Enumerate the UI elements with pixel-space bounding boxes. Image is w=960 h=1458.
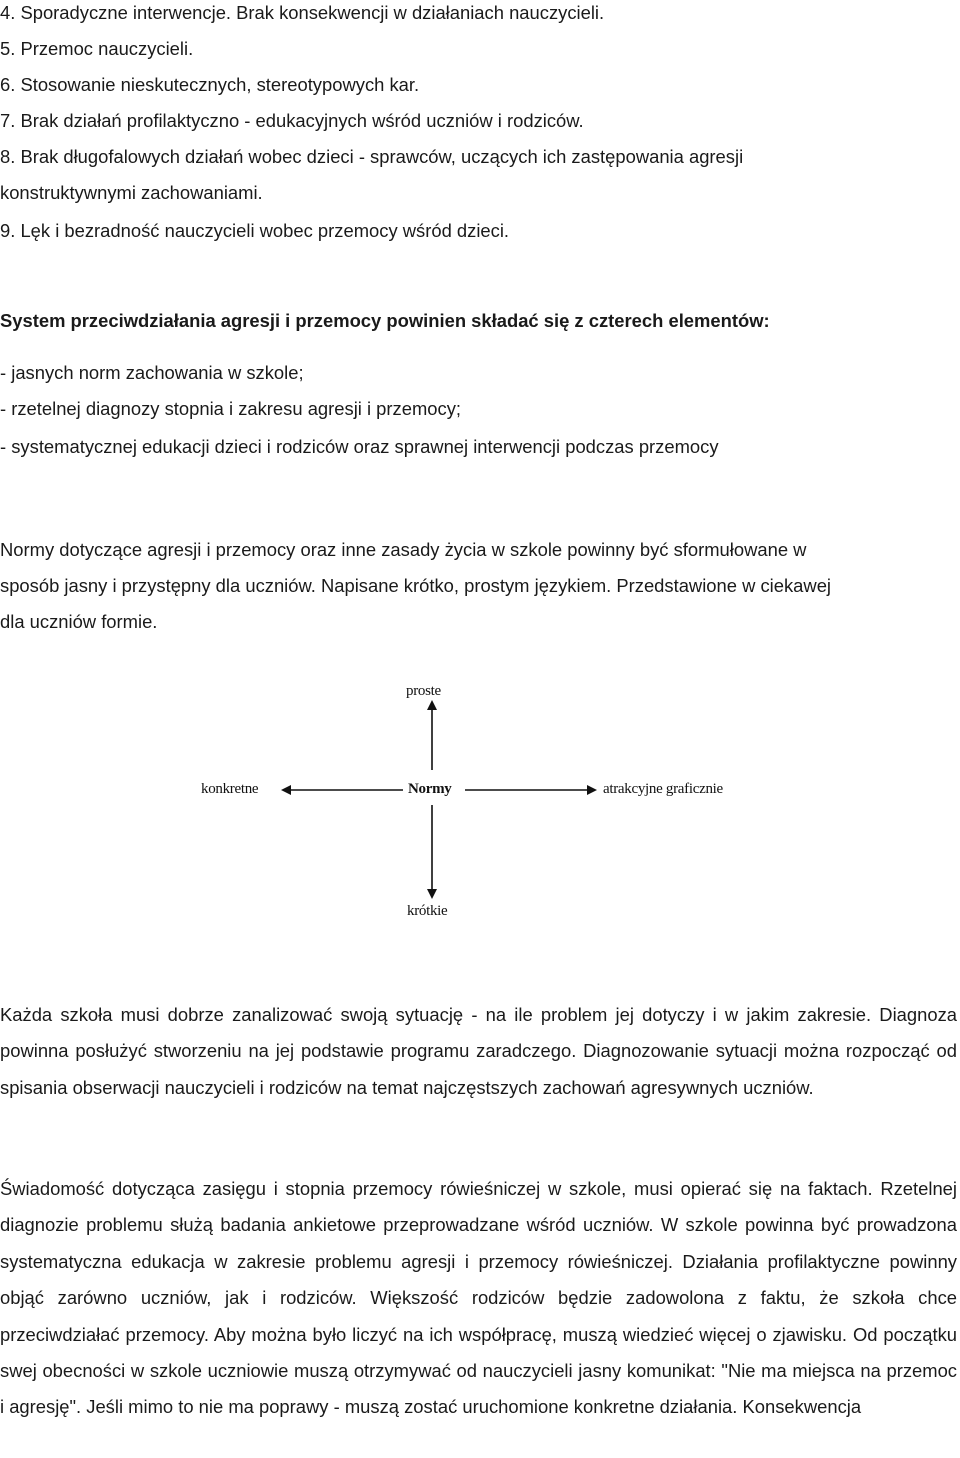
label-graphically-attractive: atrakcyjne graficznie (603, 781, 723, 797)
diagnosis-paragraph: Każda szkoła musi dobrze zanalizować swoją sytuację - na ile problem jej dotyczy i w jakim zakresie. Diagnoza powinna posłużyć stworzeniu na jej podstawie programu zaradczego. Diagnozowanie sytuacji można rozpocząć od spisania obserwacji nauczycieli i rodziców na temat najczęstszych zachowań agresywnych uczniów. (0, 1004, 957, 1098)
list-item-5: 5. Przemoc nauczycieli. (0, 38, 194, 59)
norms-paragraph-line-2: sposób jasny i przystępny dla uczniów. Napisane krótko, prostym językiem. Przedstawione w ciekawej (0, 575, 832, 596)
norms-paragraph-line-1: Normy dotyczące agresji i przemocy oraz inne zasady życia w szkole powinny być sformułowane w (0, 539, 807, 560)
system-heading: System przeciwdziałania agresji i przemocy powinien składać się z czterech elementów: (0, 310, 770, 331)
norms-diagram (195, 675, 765, 925)
label-simple: proste (406, 683, 441, 699)
label-short: krótkie (407, 903, 448, 919)
list-item-8-continued: konstruktywnymi zachowaniami. (0, 182, 263, 203)
element-norms: - jasnych norm zachowania w szkole; (0, 362, 304, 383)
list-item-6: 6. Stosowanie nieskutecznych, stereotypowych kar. (0, 74, 420, 95)
element-diagnosis: - rzetelnej diagnozy stopnia i zakresu agresji i przemocy; (0, 398, 461, 419)
list-item-7: 7. Brak działań profilaktyczno - edukacyjnych wśród uczniów i rodziców. (0, 110, 584, 131)
awareness-paragraph: Świadomość dotycząca zasięgu i stopnia przemocy rówieśniczej w szkole, musi opierać się na faktach. Rzetelnej diagnozie problemu służą badania ankietowe przeprowadzane wśród uczniów. W szkole powinna być prowadzona systematyczna edukacja w zakresie problemu agresji i przemocy rówieśniczej. Działania profilaktyczne powinny objąć zarówno uczniów, jak i rodziców. Większość rodziców będzie zadowolona z faktu, że szkoła chce przeciwdziałać przemocy. Aby można było liczyć na ich współpracę, muszą wiedzieć więcej o zjawisku. Od początku swej obecności w szkole uczniowie muszą otrzymywać od nauczycieli jasny komunikat: "Nie ma miejsca na przemoc i agresję". Jeśli mimo to nie ma poprawy - muszą zostać uruchomione konkretne działania. Konsekwencja (0, 1178, 957, 1418)
label-norms: Normy (408, 781, 452, 797)
label-concrete: konkretne (201, 781, 259, 797)
list-item-9: 9. Lęk i bezradność nauczycieli wobec przemocy wśród dzieci. (0, 220, 510, 241)
diagram-arrows (195, 675, 765, 925)
element-education: - systematycznej edukacji dzieci i rodziców oraz sprawnej interwencji podczas przemocy (0, 436, 719, 457)
list-item-4: 4. Sporadyczne interwencje. Brak konsekwencji w działaniach nauczycieli. (0, 2, 605, 23)
list-item-8: 8. Brak długofalowych działań wobec dzieci - sprawców, uczących ich zastępowania agresji (0, 146, 744, 167)
norms-paragraph-line-3: dla uczniów formie. (0, 611, 158, 632)
